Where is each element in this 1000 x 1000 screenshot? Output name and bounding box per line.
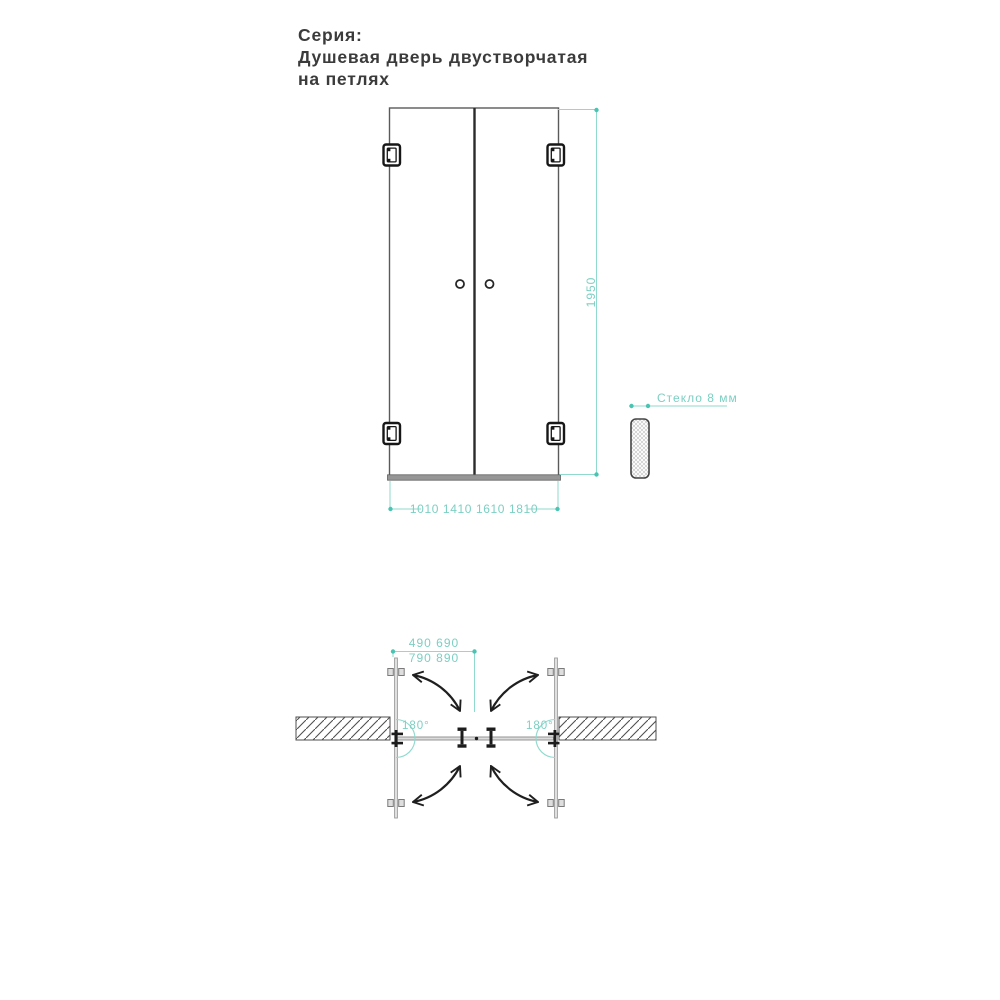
glass-sample-swatch [631,419,649,478]
hinge-top-left-icon [384,145,401,166]
knob-right-icon [486,280,494,288]
height-dimension-label: 1950 [584,276,598,308]
plan-view [296,658,656,818]
center-gap-dot [475,737,478,740]
series-title-line2: Душевая дверь двустворчатая [298,47,589,67]
series-title-line3: на петлях [298,69,390,89]
glass-thickness-label: Стекло 8 мм [657,391,738,405]
elevation-view [384,108,565,480]
swing-arrow-bottom-right [491,766,538,802]
door-bottom-seal [388,475,561,480]
hinge-bottom-right-icon [548,423,565,444]
hinge-bottom-left-icon [384,423,401,444]
knob-left-icon [456,280,464,288]
wall-left [296,717,390,740]
wall-right [559,717,656,740]
swing-angle-right-label: 180° [526,720,554,732]
plan-opening-dims-row1: 490 690 [408,636,460,650]
plan-opening-dims-row2: 790 890 [408,651,460,665]
series-title-line1: Серия: [298,25,363,45]
swing-arrow-top-left [413,675,460,711]
hinge-top-right-icon [548,145,565,166]
width-dimensions-label: 1010 1410 1610 1810 [409,502,539,516]
swing-angle-left-label: 180° [402,720,430,732]
swing-arrow-bottom-left [413,766,460,802]
swing-arrow-top-right [491,675,538,711]
